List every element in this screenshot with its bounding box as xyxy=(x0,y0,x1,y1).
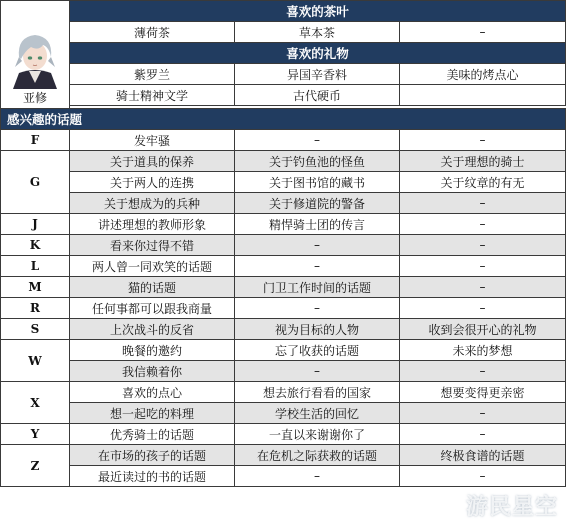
gift-item: 紫罗兰 xyxy=(70,64,235,85)
topic-cell: 优秀骑士的话题 xyxy=(70,424,235,445)
topic-cell: 关于道具的保养 xyxy=(70,151,235,172)
topic-row xyxy=(1,130,566,151)
topic-cell: 关于想成为的兵种 xyxy=(70,193,235,214)
topic-cell: 讲述理想的教师形象 xyxy=(70,214,235,235)
gift-item: 古代硬币 xyxy=(235,85,400,106)
topic-cell: 想要变得更亲密 xyxy=(400,382,566,403)
topic-cell: 视为目标的人物 xyxy=(235,319,400,340)
topic-cell: 忘了收获的话题 xyxy=(235,340,400,361)
topic-cell: – xyxy=(400,214,566,235)
topic-cell: 喜欢的点心 xyxy=(70,382,235,403)
topic-cell: – xyxy=(235,298,400,319)
topic-cell: – xyxy=(400,130,566,151)
character-portrait xyxy=(5,29,65,89)
topic-letter: W xyxy=(1,340,70,382)
topic-row xyxy=(1,424,566,445)
topic-cell: 任何事都可以跟我商量 xyxy=(70,298,235,319)
topic-cell: – xyxy=(400,193,566,214)
topic-letter: X xyxy=(1,382,70,424)
topic-cell: 精悍骑士团的传言 xyxy=(235,214,400,235)
topic-cell: 门卫工作时间的话题 xyxy=(235,277,400,298)
topic-cell: – xyxy=(400,466,566,487)
topic-row xyxy=(1,214,566,235)
topic-row xyxy=(1,172,566,193)
topic-cell: 在危机之际获救的话题 xyxy=(235,445,400,466)
tea-item: – xyxy=(400,22,566,43)
topic-row xyxy=(1,298,566,319)
topic-row xyxy=(1,403,566,424)
topic-row xyxy=(1,193,566,214)
topic-cell: – xyxy=(400,424,566,445)
topic-row xyxy=(1,319,566,340)
topic-letter: G xyxy=(1,151,70,214)
topic-letter: R xyxy=(1,298,70,319)
topic-cell: 未来的梦想 xyxy=(400,340,566,361)
topic-row xyxy=(1,445,566,466)
topic-cell: – xyxy=(400,256,566,277)
topic-cell: – xyxy=(400,361,566,382)
topic-letter: Z xyxy=(1,445,70,487)
topic-cell: – xyxy=(235,256,400,277)
topic-row xyxy=(1,466,566,487)
topic-cell: 收到会很开心的礼物 xyxy=(400,319,566,340)
topic-letter: S xyxy=(1,319,70,340)
topic-cell: 两人曾一同欢笑的话题 xyxy=(70,256,235,277)
gift-item: 异国辛香料 xyxy=(235,64,400,85)
topic-cell: – xyxy=(400,298,566,319)
topic-cell: 在市场的孩子的话题 xyxy=(70,445,235,466)
topics-table-body xyxy=(1,130,566,487)
gift-item: 骑士精神文学 xyxy=(70,85,235,106)
topic-letter: L xyxy=(1,256,70,277)
gift-item xyxy=(400,85,566,106)
topic-cell: – xyxy=(235,361,400,382)
topic-cell: 学校生活的回忆 xyxy=(235,403,400,424)
topic-cell: – xyxy=(400,403,566,424)
topic-cell: 晚餐的邀约 xyxy=(70,340,235,361)
topic-cell: 关于两人的连携 xyxy=(70,172,235,193)
topic-row xyxy=(1,235,566,256)
topic-cell: 关于修道院的警备 xyxy=(235,193,400,214)
topic-cell: – xyxy=(235,466,400,487)
topic-cell: 上次战斗的反省 xyxy=(70,319,235,340)
topic-cell: 我信赖着你 xyxy=(70,361,235,382)
topic-cell: 关于纹章的有无 xyxy=(400,172,566,193)
topics-section-header: 感兴趣的话题 xyxy=(1,109,566,130)
topic-cell: – xyxy=(400,235,566,256)
tea-item: 草本茶 xyxy=(235,22,400,43)
topic-letter: M xyxy=(1,277,70,298)
topic-cell: 终极食谱的话题 xyxy=(400,445,566,466)
topic-cell: 看来你过得不错 xyxy=(70,235,235,256)
topic-cell: 想去旅行看看的国家 xyxy=(235,382,400,403)
topic-cell: 关于图书馆的藏书 xyxy=(235,172,400,193)
tea-section-header: 喜欢的茶叶 xyxy=(70,1,566,22)
topic-letter: F xyxy=(1,130,70,151)
topic-cell: 最近读过的书的话题 xyxy=(70,466,235,487)
topic-cell: 猫的话题 xyxy=(70,277,235,298)
topic-row xyxy=(1,277,566,298)
gift-section-header: 喜欢的礼物 xyxy=(70,43,566,64)
watermark-logo: 游民星空 xyxy=(465,495,558,520)
topic-cell: – xyxy=(235,235,400,256)
topic-cell: 一直以来谢谢你了 xyxy=(235,424,400,445)
topic-cell: – xyxy=(400,277,566,298)
topic-cell: – xyxy=(235,130,400,151)
topic-row xyxy=(1,340,566,361)
topic-row xyxy=(1,382,566,403)
topic-cell: 想一起吃的料理 xyxy=(70,403,235,424)
topic-letter: K xyxy=(1,235,70,256)
tea-item: 薄荷茶 xyxy=(70,22,235,43)
topic-letter: J xyxy=(1,214,70,235)
topic-letter: Y xyxy=(1,424,70,445)
topic-row xyxy=(1,256,566,277)
topic-row xyxy=(1,361,566,382)
topic-cell: 关于钓鱼池的怪鱼 xyxy=(235,151,400,172)
topic-cell: 发牢骚 xyxy=(70,130,235,151)
character-name: 亚修 xyxy=(22,91,47,105)
character-portrait-cell xyxy=(1,1,70,109)
topic-row xyxy=(1,151,566,172)
topic-cell: 关于理想的骑士 xyxy=(400,151,566,172)
gift-item: 美味的烤点心 xyxy=(400,64,566,85)
